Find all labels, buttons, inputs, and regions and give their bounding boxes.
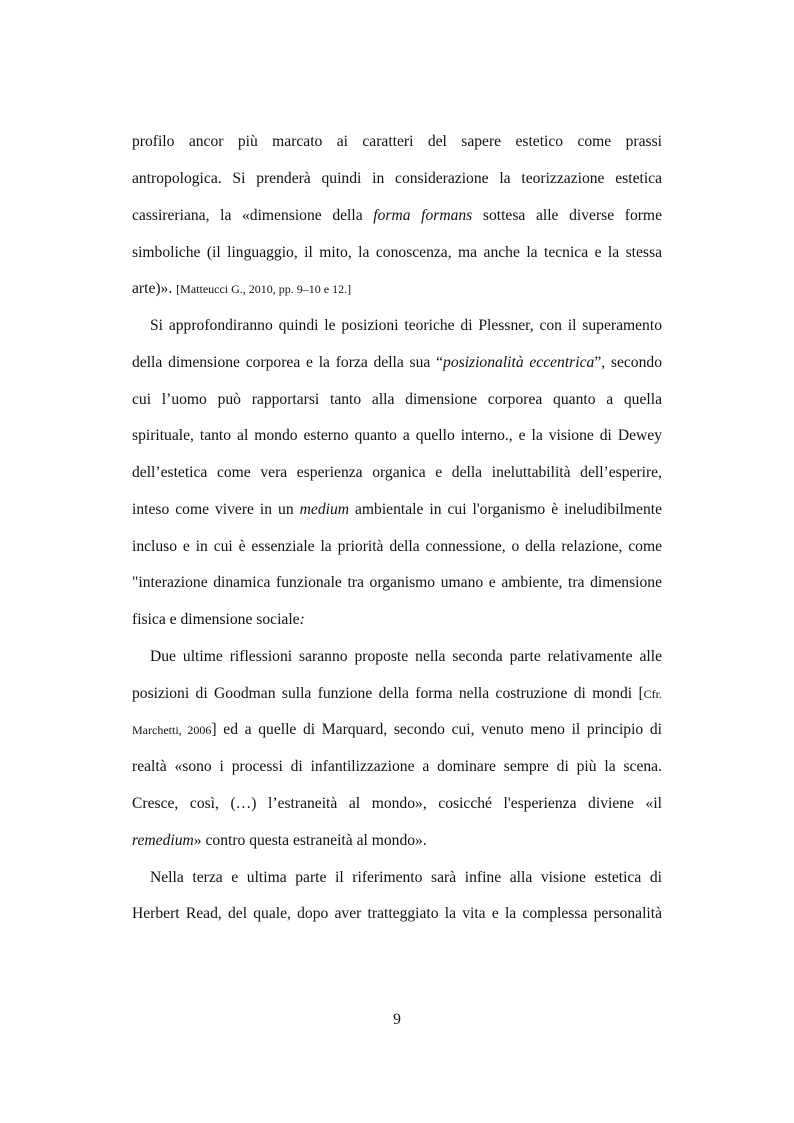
line-text: Cresce, così, (…) l’estraneità al mondo», cosicché l'esperienza diviene «il: [132, 795, 662, 812]
text-line: [132, 353, 662, 373]
italic-text: posizionalità eccentrica: [443, 354, 595, 371]
line-text: ] ed a quelle di Marquard, secondo cui, venuto meno il principio di: [211, 721, 663, 738]
line-text: dell’estetica come vera esperienza organica e della ineluttabilità dell’esperire,: [132, 464, 662, 481]
line-text: posizioni di Goodman sulla funzione della forma nella costruzione di mondi [: [132, 685, 644, 702]
text-line: [132, 132, 662, 152]
text-line: [150, 316, 662, 336]
text-line: [132, 169, 662, 189]
text-line: [132, 279, 662, 299]
citation: Cfr.: [643, 687, 662, 701]
line-text: sottesa alle diverse forme: [472, 207, 662, 224]
text-line: [132, 206, 662, 226]
text-line: [132, 831, 662, 851]
line-text: Nella terza e ultima parte il riferimento sarà infine alla visione estetica di: [150, 869, 662, 886]
line-text: ambientale in cui l'organismo è ineludibilmente: [349, 501, 662, 518]
line-text: della dimensione corporea e la forza della sua “: [132, 354, 444, 371]
line-text: cui l’uomo può rapportarsi tanto alla dimensione corporea quanto a quella: [132, 391, 662, 408]
citation: Marchetti, 2006: [132, 723, 212, 737]
line-text: Herbert Read, del quale, dopo aver tratteggiato la vita e la complessa personalità: [132, 905, 662, 922]
line-text: arte)».: [132, 280, 177, 297]
italic-text: forma formans: [373, 207, 473, 224]
text-line: [132, 537, 662, 557]
text-line: [132, 390, 662, 410]
italic-text: medium: [299, 501, 350, 518]
line-text: incluso e in cui è essenziale la priorità della connessione, o della relazione, come: [132, 538, 662, 555]
line-text: spirituale, tanto al mondo esterno quanto a quello interno., e la visione di Dewey: [132, 427, 662, 444]
text-line: [132, 684, 662, 704]
italic-text: :: [299, 611, 305, 628]
italic-text: remedium: [132, 832, 194, 849]
line-text: » contro questa estraneità al mondo».: [193, 832, 427, 849]
line-text: inteso come vivere in un: [132, 501, 300, 518]
line-text: fisica e dimensione sociale: [132, 611, 300, 628]
text-line: [150, 647, 662, 667]
line-text: "interazione dinamica funzionale tra organismo umano e ambiente, tra dimensione: [132, 574, 662, 591]
text-line: [132, 720, 662, 740]
line-text: ”, secondo: [594, 354, 662, 371]
line-text: profilo ancor più marcato ai caratteri del sapere estetico come prassi: [132, 133, 662, 150]
page-number: 9: [393, 1011, 401, 1028]
text-line: [132, 904, 662, 924]
text-line: [132, 500, 662, 520]
text-line: [132, 573, 662, 593]
citation: [Matteucci G., 2010, pp. 9–10 e 12.]: [176, 282, 352, 296]
text-line: [132, 757, 662, 777]
line-text: simboliche (il linguaggio, il mito, la conoscenza, ma anche la tecnica e la stessa: [132, 244, 662, 261]
text-line: [132, 610, 662, 630]
text-line: [132, 794, 662, 814]
line-text: cassireriana, la «dimensione della: [132, 207, 374, 224]
text-line: [132, 426, 662, 446]
line-text: Si approfondiranno quindi le posizioni teoriche di Plessner, con il superamento: [150, 317, 662, 334]
text-line: [150, 868, 662, 888]
text-line: [132, 463, 662, 483]
text-line: [132, 243, 662, 263]
line-text: realtà «sono i processi di infantilizzazione a dominare sempre di più la scena.: [132, 758, 662, 775]
line-text: Due ultime riflessioni saranno proposte nella seconda parte relativamente alle: [150, 648, 662, 665]
line-text: antropologica. Si prenderà quindi in considerazione la teorizzazione estetica: [132, 170, 662, 187]
